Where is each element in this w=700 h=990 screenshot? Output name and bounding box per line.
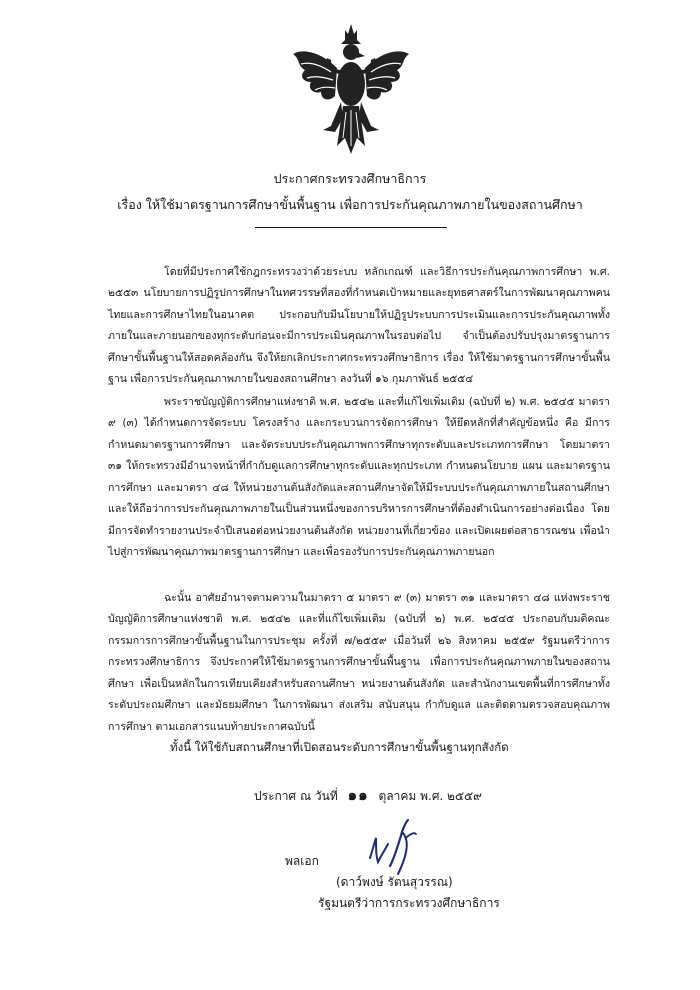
handwritten-signature-icon [364,818,424,876]
header-divider [255,227,447,228]
signer-rank: พลเอก [285,854,319,868]
signer-title: รัฐมนตรีว่าการกระทรวงศึกษาธิการ [318,896,500,910]
signer-name: (ดาว์พงษ์ รัตนสุวรรณ) [336,875,453,889]
body-paragraph-2: พระราชบัญญัติการศึกษาแห่งชาติ พ.ศ. ๒๕๔๒ และที่แก้ไขเพิ่มเติม (ฉบับที่ ๒) พ.ศ. ๒๕๔๕ มาตรา ๙ (๓) ได้กำหนดการจัดระบบ โครงสร้าง และกระบวนการจัดการศึกษา ให้ยึดหลักที่สำคัญข้อหนึ่ง คือ มีการกำหนดมาตรฐานการศึกษา และจัดระบบประกันคุณภาพการศึกษาทุกระดับและประเภทการศึกษา โดยมาตรา ๓๑ ให้กระทรวงมีอำนาจหน้าที่กำกับดูแลการศึกษาทุกระดับและทุกประเภท กำหนดนโยบาย แผน และมาตรฐานการศึกษา และมาตรา ๔๘ ให้หน่วยงานต้นสังกัดและสถานศึกษาจัดให้มีระบบประกันคุณภาพภายในสถานศึกษา และให้ถือว่าการประกันคุณภาพภายในเป็นส่วนหนึ่งของการบริหารการศึกษาที่ต้องดำเนินการอย่างต่อเนื่อง โดยมีการจัดทำรายงานประจำปีเสนอต่อหน่วยงานต้นสังกัด หน่วยงานที่เกี่ยวข้อง และเปิดเผยต่อสาธารณชน เพื่อนำไปสู่การพัฒนาคุณภาพมาตรฐานการศึกษา และเพื่อรองรับการประกันคุณภาพภายนอก [108,395,610,559]
date-month-year: ตุลาคม พ.ศ. ๒๕๕๙ [378,789,482,803]
announcement-subject: เรื่อง ให้ใช้มาตรฐานการศึกษาขั้นพื้นฐาน เพื่อการประกันคุณภาพภายในของสถานศึกษา [117,197,583,212]
announcement-date [254,785,482,806]
announcement-title: ประกาศกระทรวงศึกษาธิการ [273,171,427,186]
body-paragraph-3: ฉะนั้น อาศัยอำนาจตามความในมาตรา ๕ มาตรา ๙ (๓) มาตรา ๓๑ และมาตรา ๔๘ แห่งพระราชบัญญัติการศึกษาแห่งชาติ พ.ศ. ๒๕๔๒ และที่แก้ไขเพิ่มเติม (ฉบับที่ ๒) พ.ศ. ๒๕๔๕ ประกอบกับมติคณะกรรมการการศึกษาขั้นพื้นฐานในการประชุม ครั้งที่ ๗/๒๕๕๙ เมื่อวันที่ ๒๖ สิงหาคม ๒๕๕๙ รัฐมนตรีว่าการกระทรวงศึกษาธิการ จึงประกาศให้ใช้มาตรฐานการศึกษาขั้นพื้นฐาน เพื่อการประกันคุณภาพภายในของสถานศึกษา เพื่อเป็นหลักในการเทียบเคียงสำหรับสถานศึกษา หน่วยงานต้นสังกัด และสำนักงานเขตพื้นที่การศึกษาทั้งระดับประถมศึกษา และมัธยมศึกษา ในการพัฒนา ส่งเสริม สนับสนุน กำกับดูแล และติดตามตรวจสอบคุณภาพการศึกษา ตามเอกสารแนบท้ายประกาศฉบับนี้ [108,591,610,733]
closing-statement: ทั้งนี้ ให้ใช้กับสถานศึกษาที่เปิดสอนระดับการศึกษาขั้นพื้นฐานทุกสังกัด [170,740,509,754]
garuda-emblem-icon [291,22,411,160]
date-day: ๑๑ [347,786,369,804]
body-paragraph-1: โดยที่มีประกาศใช้กฎกระทรวงว่าด้วยระบบ หลักเกณฑ์ และวิธีการประกันคุณภาพการศึกษา พ.ศ. ๒๕๕๓ นโยบายการปฏิรูปการศึกษาในทศวรรษที่สองที่กำหนดเป้าหมายและยุทธศาสตร์ในการพัฒนาคุณภาพคนไทยและการศึกษาไทยในอนาคต ประกอบกับมีนโยบายให้ปฏิรูประบบการประเมินและการประกันคุณภาพทั้งภายในและภายนอกของทุกระดับก่อนจะมีการประเมินคุณภาพในรอบต่อไป จำเป็นต้องปรับปรุงมาตรฐานการศึกษาขั้นพื้นฐานให้สอดคล้องกัน จึงให้ยกเลิกประกาศกระทรวงศึกษาธิการ เรื่อง ให้ใช้มาตรฐานการศึกษาขั้นพื้นฐาน เพื่อการประกันคุณภาพภายในของสถานศึกษา ลงวันที่ ๑๖ กุมภาพันธ์ ๒๕๕๔ [108,265,610,386]
date-prefix: ประกาศ ณ วันที่ [254,789,338,803]
